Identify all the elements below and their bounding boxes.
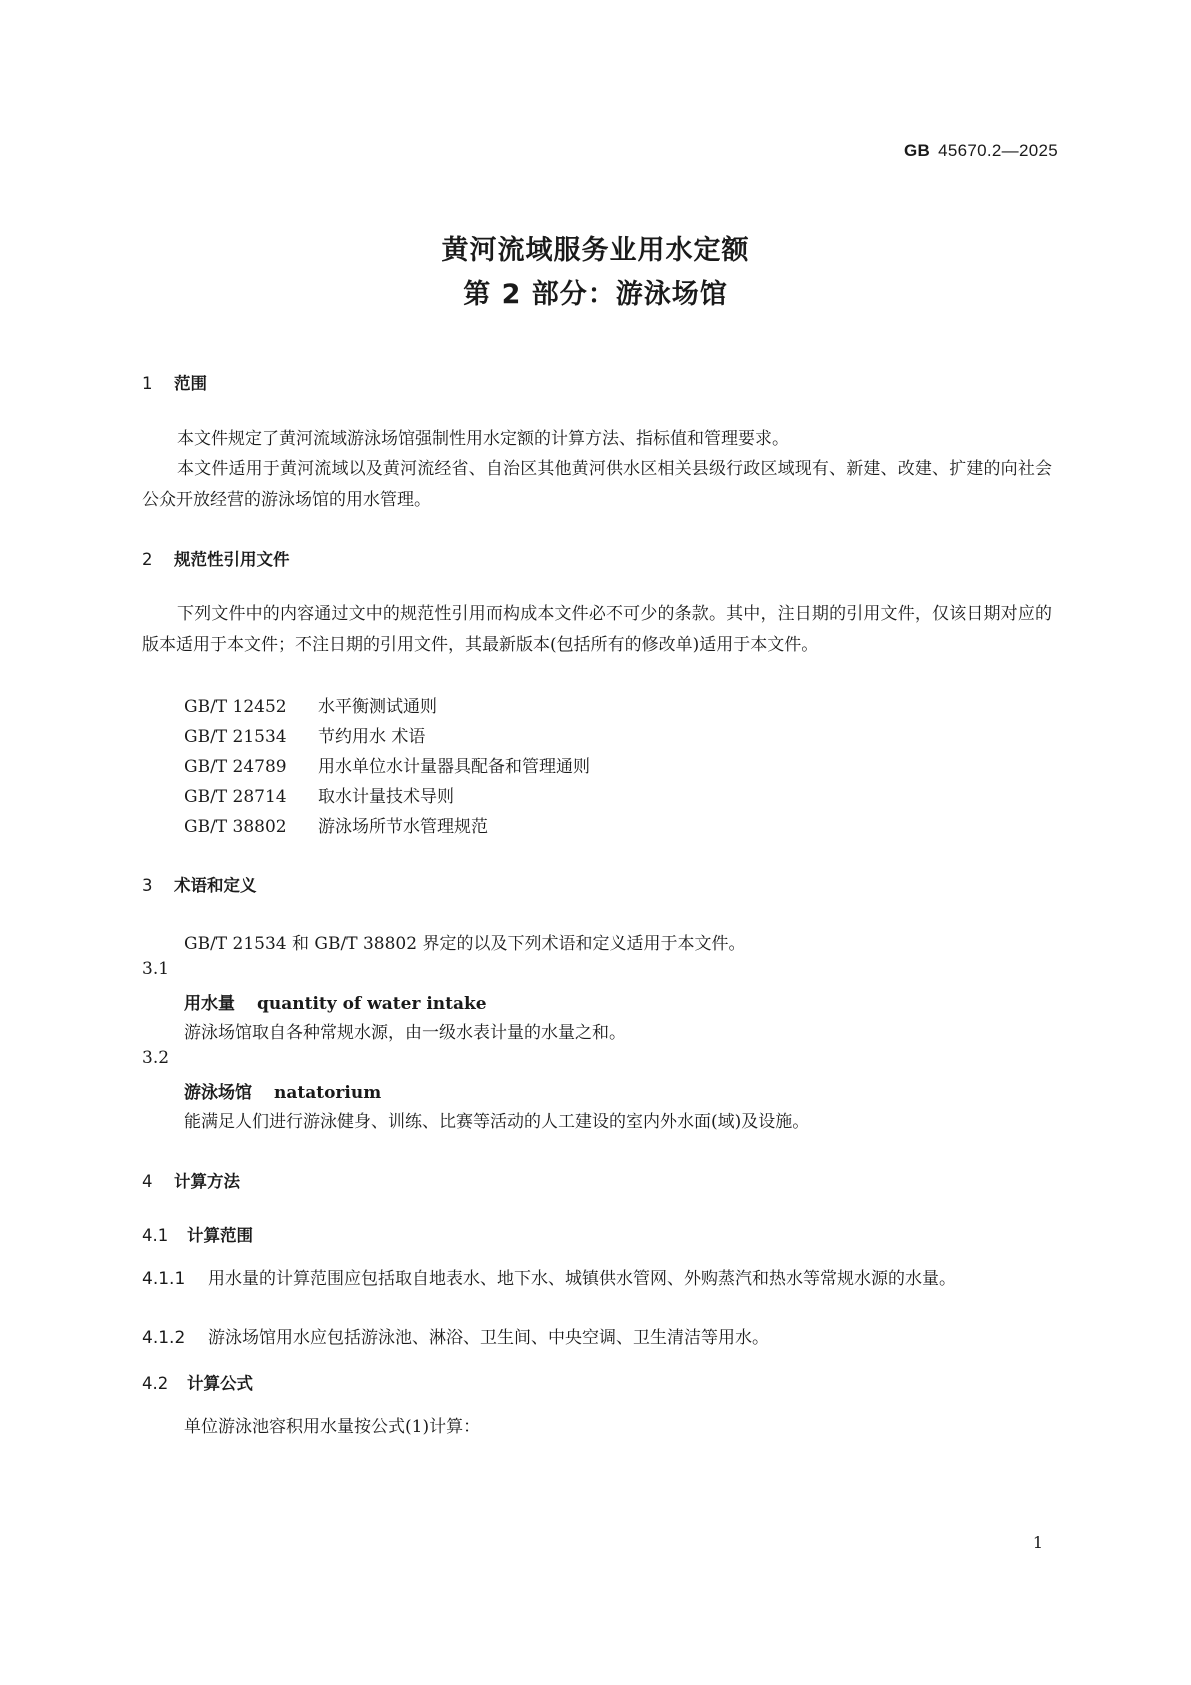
- term-number: 3.1: [142, 959, 170, 979]
- term-entry: [184, 989, 487, 1014]
- reference-code: GB/T 28714: [184, 787, 287, 807]
- section-number: 4: [142, 1172, 153, 1191]
- reference-code: GB/T 12452: [184, 697, 287, 717]
- reference-item: [184, 812, 488, 837]
- standard-prefix: GB: [904, 141, 931, 160]
- reference-code: GB/T 38802: [184, 817, 287, 837]
- reference-item: [184, 692, 437, 717]
- term-definition: 能满足人们进行游泳健身、训练、比赛等活动的人工建设的室内外水面(域)及设施。: [184, 1112, 810, 1132]
- term-chinese: 游泳场馆: [184, 1083, 252, 1103]
- document-subtitle: 第 2 部分：游泳场馆: [463, 279, 728, 310]
- section-number: 2: [142, 550, 153, 569]
- reference-code: GB/T 21534: [184, 727, 287, 747]
- document-title: 黄河流域服务业用水定额: [441, 235, 750, 266]
- term-entry: [184, 1078, 381, 1103]
- term-english: quantity of water intake: [257, 994, 487, 1014]
- reference-item: [184, 752, 590, 777]
- reference-name: 用水单位水计量器具配备和管理通则: [318, 757, 590, 777]
- clause-text: 游泳场馆用水应包括游泳池、淋浴、卫生间、中央空调、卫生清洁等用水。: [208, 1328, 769, 1348]
- clause-text: 用水量的计算范围应包括取自地表水、地下水、城镇供水管网、外购蒸汽和热水等常规水源的水量。: [208, 1269, 956, 1289]
- section-4-paragraph-1: 单位游泳池容积用水量按公式(1)计算：: [184, 1417, 481, 1437]
- section-number: 3: [142, 876, 153, 895]
- reference-name: 节约用水 术语: [318, 727, 426, 747]
- section-1-heading: [142, 370, 207, 394]
- clause-4-1-1: [142, 1264, 1052, 1295]
- reference-code: GB/T 24789: [184, 757, 287, 777]
- subsection-4-1-heading: [142, 1222, 253, 1246]
- reference-name: 游泳场所节水管理规范: [318, 817, 488, 837]
- section-3-heading: [142, 872, 257, 896]
- section-1-paragraph-2: 本文件适用于黄河流域以及黄河流经省、自治区其他黄河供水区相关县级行政区域现有、新建、改建、扩建的向社会公众开放经营的游泳场馆的用水管理。: [142, 459, 1052, 510]
- reference-name: 取水计量技术导则: [318, 787, 454, 807]
- standard-number: 45670.2—2025: [938, 141, 1058, 160]
- reference-item: [184, 722, 425, 747]
- document-number: [904, 141, 1058, 161]
- section-4-heading: [142, 1168, 240, 1192]
- section-2-heading: [142, 546, 290, 570]
- reference-item: [184, 782, 454, 807]
- section-1-paragraph-1: 本文件规定了黄河流域游泳场馆强制性用水定额的计算方法、指标值和管理要求。: [177, 429, 789, 449]
- term-english: natatorium: [274, 1083, 382, 1103]
- page-number: 1: [1032, 1533, 1043, 1552]
- subsection-4-2-heading: [142, 1370, 253, 1394]
- term-number: 3.2: [142, 1048, 170, 1068]
- subsection-title: 计算公式: [187, 1374, 253, 1393]
- subsection-number: 4.2: [142, 1374, 169, 1393]
- section-title: 范围: [174, 374, 207, 393]
- section-2-paragraph-1: 下列文件中的内容通过文中的规范性引用而构成本文件必不可少的条款。其中，注日期的引用文件，仅该日期对应的版本适用于本文件；不注日期的引用文件，其最新版本(包括所有的修改单)适用于本文件。: [142, 604, 1052, 655]
- section-number: 1: [142, 374, 153, 393]
- clause-4-1-2: [142, 1323, 1052, 1354]
- section-title: 计算方法: [174, 1172, 240, 1191]
- clause-number: 4.1.1: [142, 1269, 186, 1289]
- subsection-title: 计算范围: [187, 1226, 253, 1245]
- clause-number: 4.1.2: [142, 1328, 186, 1348]
- reference-name: 水平衡测试通则: [318, 697, 437, 717]
- section-title: 术语和定义: [174, 876, 257, 895]
- subsection-number: 4.1: [142, 1226, 169, 1245]
- section-title: 规范性引用文件: [174, 550, 290, 569]
- section-3-paragraph-1: GB/T 21534 和 GB/T 38802 界定的以及下列术语和定义适用于本文件。: [184, 934, 746, 954]
- term-chinese: 用水量: [184, 994, 235, 1014]
- term-definition: 游泳场馆取自各种常规水源，由一级水表计量的水量之和。: [184, 1023, 626, 1043]
